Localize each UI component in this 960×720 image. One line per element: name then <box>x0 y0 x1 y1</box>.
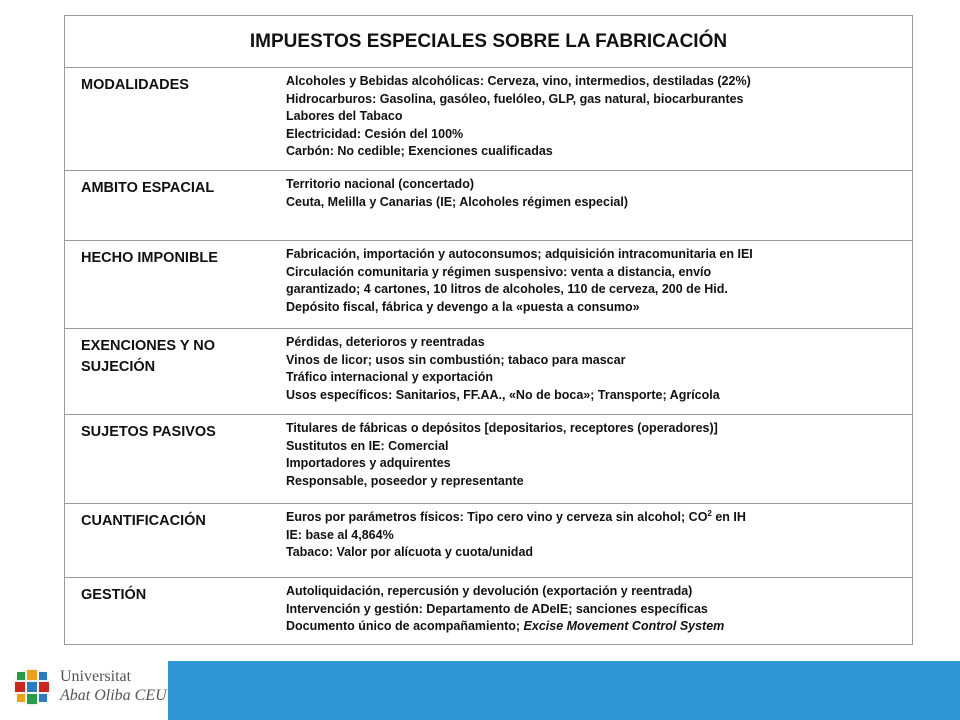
row-label: HECHO IMPONIBLE <box>81 250 218 266</box>
content-line: Circulación comunitaria y régimen suspensivo: venta a distancia, envío <box>286 264 712 279</box>
content-line: Vinos de licor; usos sin combustión; tabaco para mascar <box>286 352 626 367</box>
row-content <box>281 415 912 503</box>
row-modalidades <box>65 68 912 171</box>
row-content <box>281 578 912 644</box>
content-line <box>286 509 906 527</box>
content-line: Electricidad: Cesión del 100% <box>286 126 464 141</box>
row-label: CUANTIFICACIÓN <box>81 513 206 529</box>
row-content <box>281 504 912 577</box>
footer-band <box>168 661 960 720</box>
row-sujetos-pasivos <box>65 415 912 504</box>
university-logo <box>12 661 167 716</box>
row-hecho-imponible <box>65 241 912 329</box>
content-line: Depósito fiscal, fábrica y devengo a la «puesta a consumo» <box>286 299 640 314</box>
content-line: Fabricación, importación y autoconsumos; adquisición intracomunitaria en IEI <box>286 247 753 261</box>
content-text-italic: Excise Movement Control System <box>523 619 725 633</box>
university-emblem-icon <box>12 667 52 707</box>
content-line: Ceuta, Melilla y Canarias (IE; Alcoholes régimen especial) <box>286 194 629 209</box>
content-text: en IH <box>711 510 746 524</box>
content-line: Alcoholes y Bebidas alcohólicas: Cerveza, vino, intermedios, destiladas (22%) <box>286 74 751 88</box>
row-exenciones <box>65 329 912 415</box>
row-label: SUJETOS PASIVOS <box>81 424 216 440</box>
content-line: Intervención y gestión: Departamento de ADeIE; sanciones específicas <box>286 601 708 616</box>
row-content <box>281 241 912 328</box>
content-line: Hidrocarburos: Gasolina, gasóleo, fuelóleo, GLP, gas natural, biocarburantes <box>286 91 744 106</box>
row-content <box>281 68 912 170</box>
content-line: Titulares de fábricas o depósitos [depositarios, receptores (operadores)] <box>286 421 718 435</box>
row-label-line: EXENCIONES Y NO <box>81 338 216 354</box>
content-line: Importadores y adquirentes <box>286 456 451 470</box>
table-title: IMPUESTOS ESPECIALES SOBRE LA FABRICACIÓN <box>65 16 912 68</box>
content-line: Tabaco: Valor por alícuota y cuota/unidad <box>286 545 534 559</box>
row-label-line: SUJECIÓN <box>81 359 156 375</box>
content-line: Responsable, poseedor y representante <box>286 473 524 488</box>
row-content <box>281 329 912 414</box>
content-line: garantizado; 4 cartones, 10 litros de alcoholes, 110 de cerveza, 200 de Hid. <box>286 282 728 296</box>
row-label: GESTIÓN <box>81 587 147 603</box>
row-gestion <box>65 578 912 644</box>
tax-summary-table <box>64 15 913 645</box>
content-line: Territorio nacional (concertado) <box>286 177 474 191</box>
content-text: Documento único de acompañamiento; <box>286 619 524 633</box>
superscript: 2 <box>707 509 712 518</box>
row-ambito-espacial <box>65 171 912 241</box>
content-line: Usos específicos: Sanitarios, FF.AA., «No de boca»; Transporte; Agrícola <box>286 387 720 402</box>
logo-text-line1: Universitat <box>60 668 132 685</box>
content-line: IE: base al 4,864% <box>286 527 394 542</box>
content-line: Sustitutos en IE: Comercial <box>286 438 449 453</box>
row-label: AMBITO ESPACIAL <box>81 180 215 196</box>
content-line: Autoliquidación, repercusión y devolución (exportación y reentrada) <box>286 584 693 598</box>
content-line: Pérdidas, deterioros y reentradas <box>286 335 485 349</box>
content-line: Labores del Tabaco <box>286 109 403 123</box>
row-label: MODALIDADES <box>81 77 189 93</box>
content-line <box>286 618 906 636</box>
row-cuantificacion <box>65 504 912 578</box>
logo-text-line2: Abat Oliba CEU <box>60 687 167 704</box>
content-line: Carbón: No cedible; Exenciones cualificadas <box>286 144 553 158</box>
content-text: Euros por parámetros físicos: Tipo cero vino y cerveza sin alcohol; CO <box>286 510 708 524</box>
content-line: Tráfico internacional y exportación <box>286 370 494 384</box>
row-content <box>281 171 912 240</box>
row-label <box>65 329 281 414</box>
